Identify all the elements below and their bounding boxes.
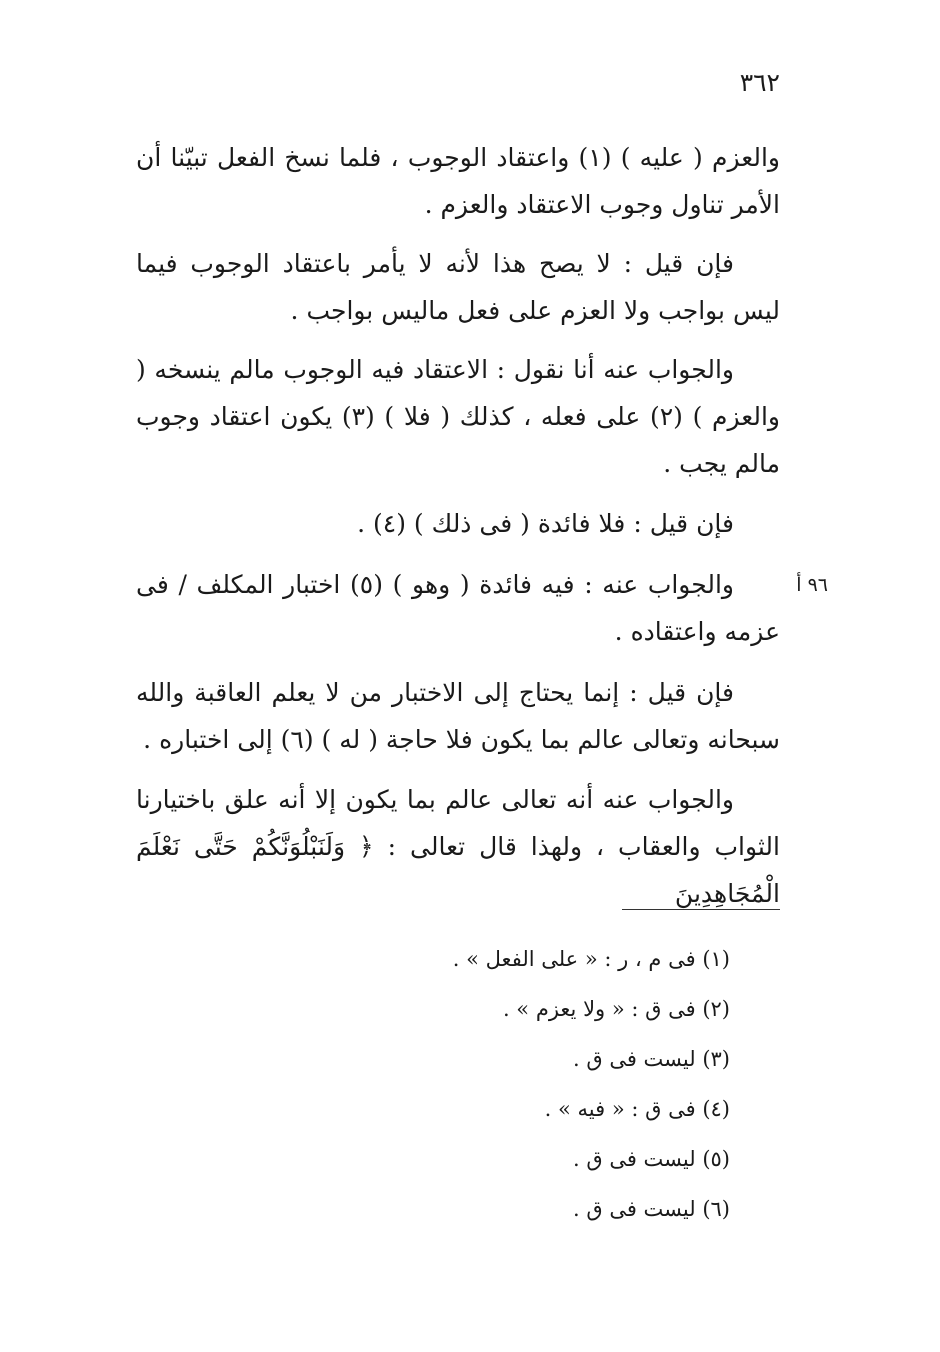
footnote-6: (٦) ليست فى ق .	[573, 1197, 730, 1221]
footnote-5: (٥) ليست فى ق .	[573, 1147, 730, 1171]
footnote-4: (٤) فى ق : « فيه » .	[544, 1097, 730, 1121]
paragraph-4: فإن قيل : فلا فائدة ( فى ذلك ) (٤) .	[357, 509, 734, 538]
margin-folio-note: ٩٦ أ	[796, 574, 828, 596]
paragraph-3: والجواب عنه أنا نقول : الاعتقاد فيه الوجوب مالم ينسخه ( والعزم ) (٢) على فعله ، كذلك ( فلا ) (٣) يكون اعتقاد وجوب مالم يجب .	[136, 355, 780, 478]
footnote-3: (٣) ليست فى ق .	[573, 1047, 730, 1071]
paragraph-1: والعزم ( عليه ) (١) واعتقاد الوجوب ، فلما نسخ الفعل تبيّنا أن الأمر تناول وجوب الاعتقاد والعزم .	[136, 143, 780, 219]
paragraph-6: فإن قيل : إنما يحتاج إلى الاختبار من لا يعلم العاقبة والله سبحانه وتعالى عالم بما يكون فلا حاجة ( له ) (٦) إلى اختباره .	[136, 678, 780, 754]
footnote-1: (١) فى م ، ر : « على الفعل » .	[452, 947, 730, 971]
footnotes-list	[136, 946, 730, 1246]
paragraph-5: والجواب عنه : فيه فائدة ( وهو ) (٥) اختبار المكلف / فى عزمه واعتقاده .	[136, 570, 780, 646]
footnote-separator	[622, 909, 780, 910]
paragraph-2: فإن قيل : لا يصح هذا لأنه لا يأمر باعتقاد الوجوب فيما ليس بواجب ولا العزم على فعل ماليس بواجب .	[136, 249, 780, 325]
paragraph-7: والجواب عنه أنه تعالى عالم بما يكون إلا أنه علق باختيارنا الثواب والعقاب ، ولهذا قال تعالى : ﴿ وَلَنَبْلُوَنَّكُمْ حَتَّى نَعْلَمَ الْمُجَاهِدِينَ	[136, 785, 780, 908]
page-number: ٣٦٢	[739, 68, 780, 97]
footnote-2: (٢) فى ق : « ولا يعزم » .	[502, 997, 730, 1021]
